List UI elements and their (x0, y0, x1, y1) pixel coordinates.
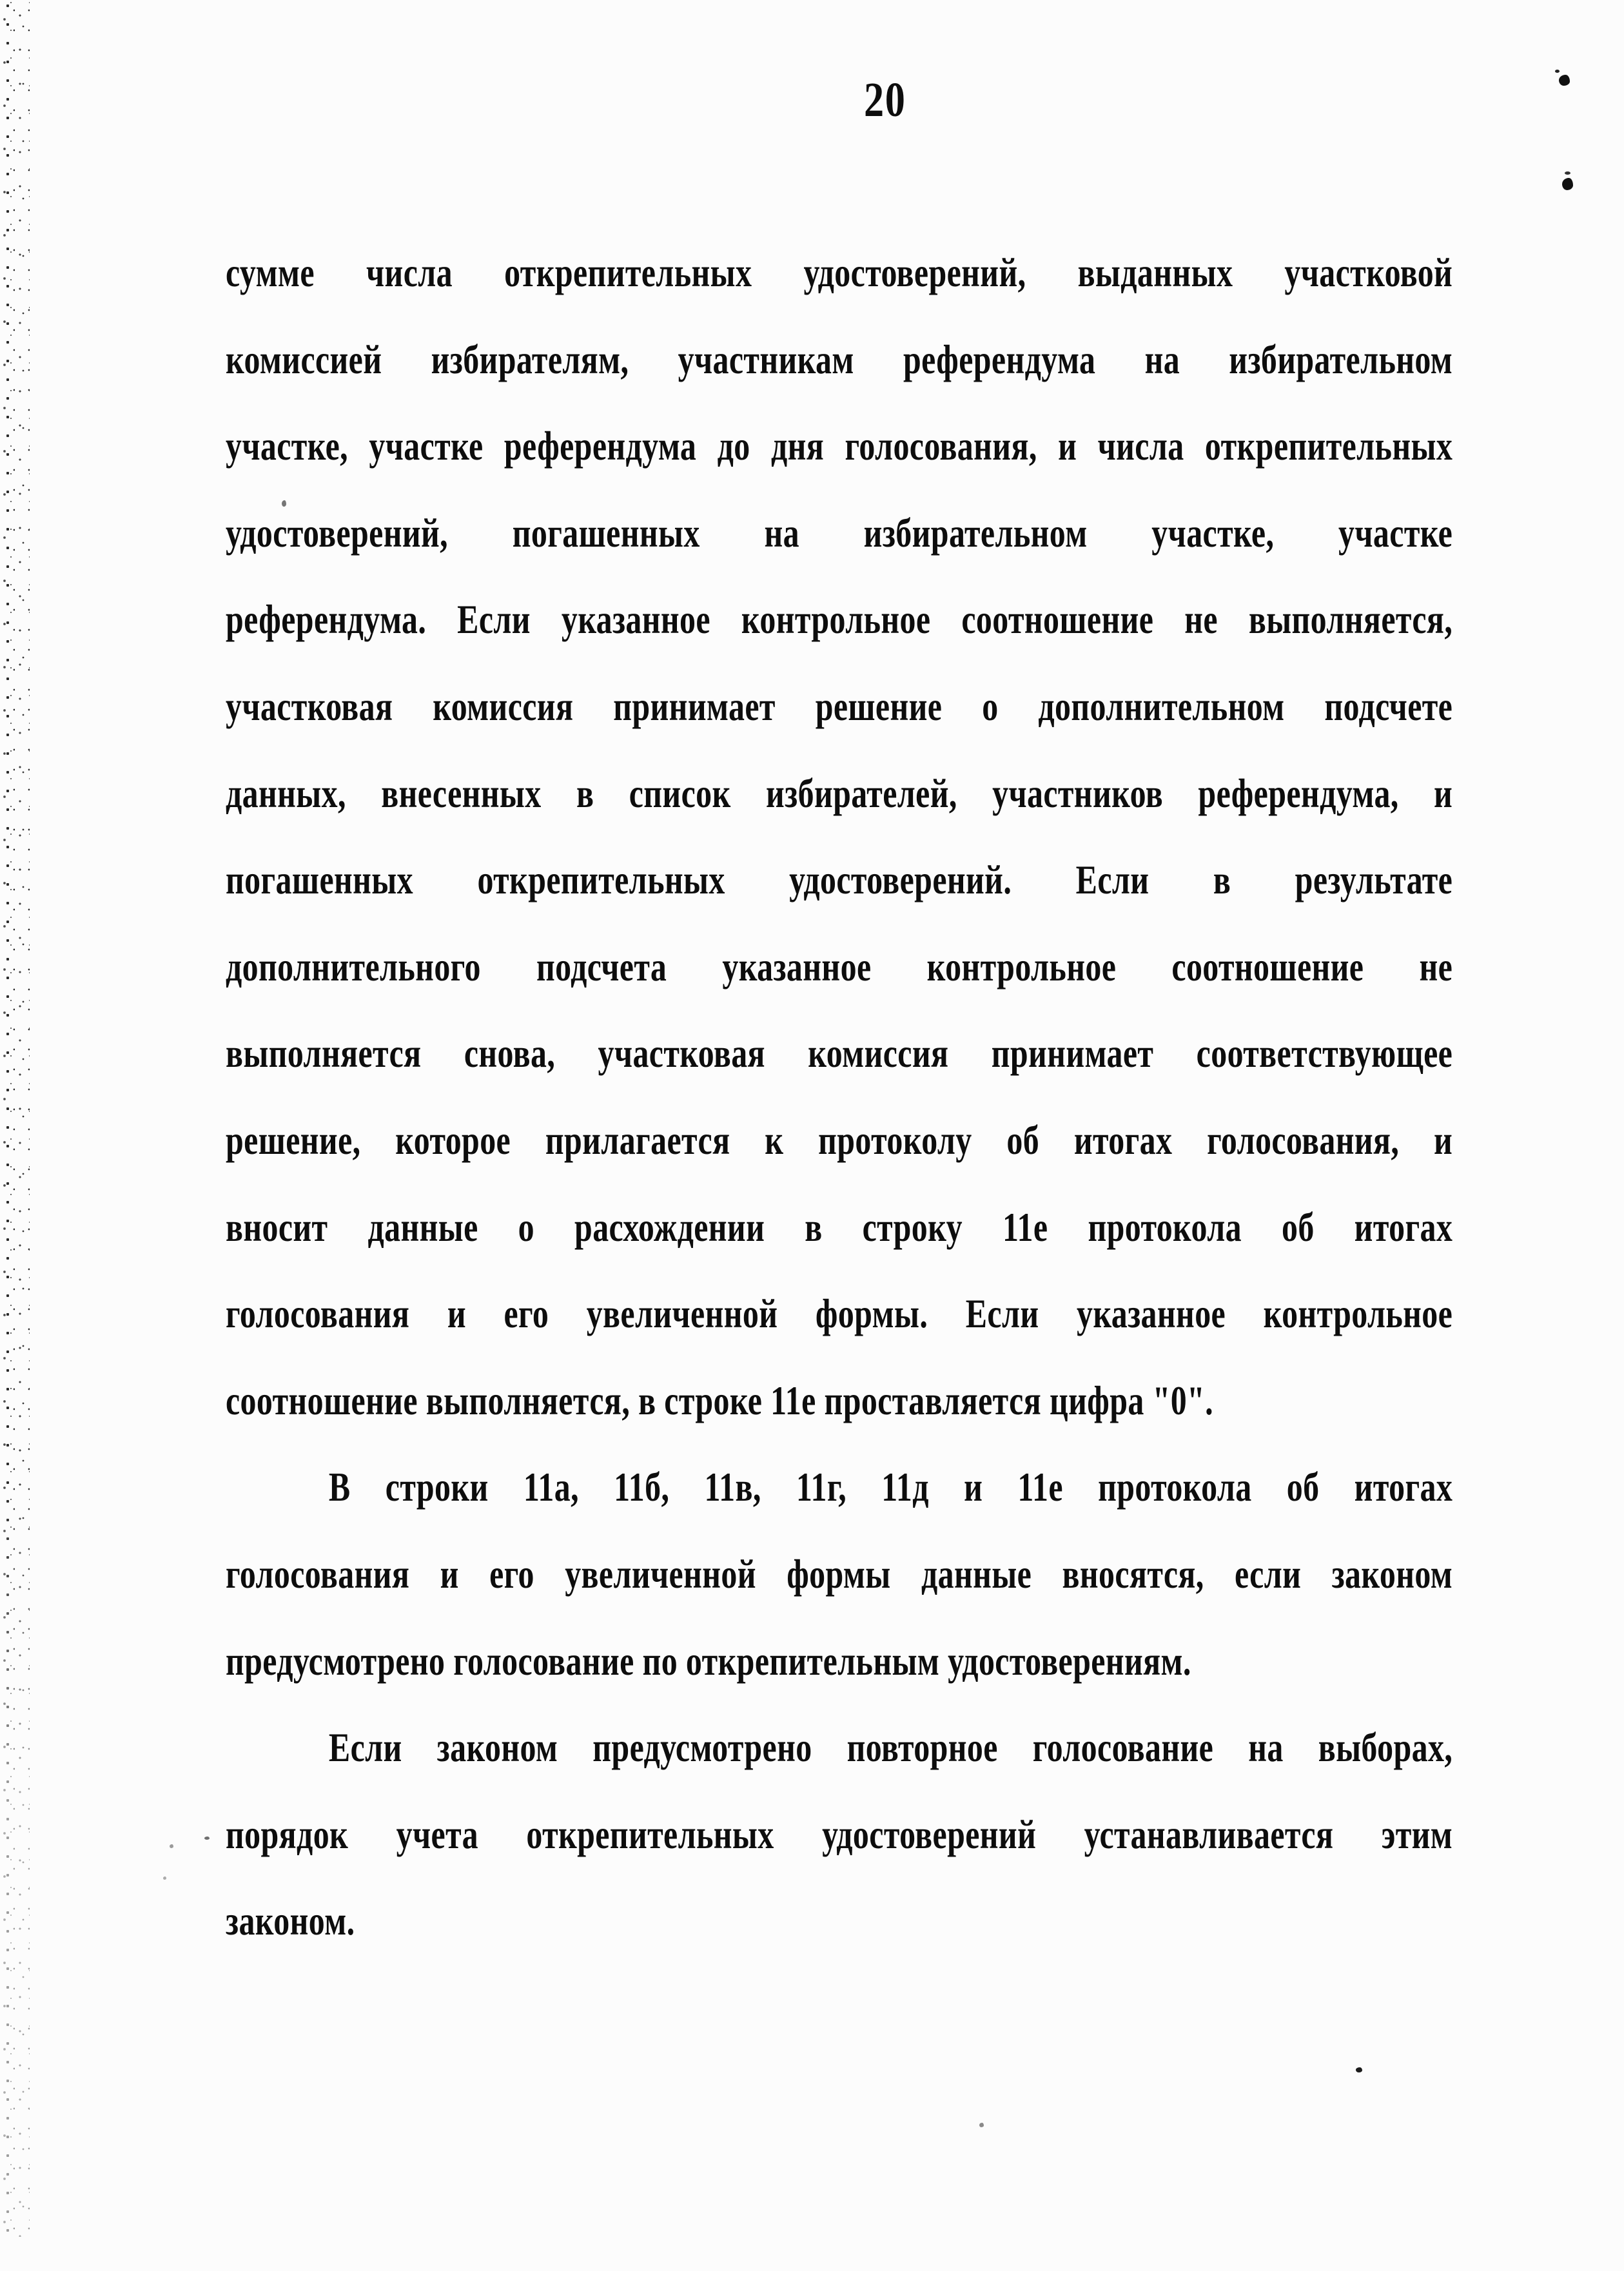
text-line: голосования и его увеличенной формы данные вносятся, если законом (226, 1550, 1453, 1597)
scan-noise-fade (0, 1483, 39, 2271)
ink-speck (979, 2123, 984, 2127)
ink-speck (1356, 2067, 1362, 2072)
page-number: 20 (864, 73, 906, 127)
text-line: решение, которое прилагается к протоколу об итогах голосования, и (226, 1116, 1453, 1163)
text-line: данных, внесенных в список избирателей, участников референдума, и (226, 770, 1453, 816)
text-line: порядок учета открепительных удостоверений устанавливается этим (226, 1811, 1453, 1857)
ink-speck (1559, 75, 1570, 86)
ink-speck (204, 1837, 210, 1840)
text-line: участковая комиссия принимает решение о дополнительном подсчете (226, 683, 1453, 729)
text-line: предусмотрено голосование по открепительным удостоверениям. (226, 1637, 1191, 1684)
ink-speck (1562, 178, 1573, 190)
text-line: соотношение выполняется, в строке 11е проставляется цифра "0". (226, 1377, 1214, 1423)
ink-speck (170, 1844, 173, 1848)
text-line: участке, участке референдума до дня голосования, и числа открепительных (226, 423, 1453, 469)
text-line: удостоверений, погашенных на избирательном участке, участке (226, 509, 1453, 556)
text-line: дополнительного подсчета указанное контрольное соотношение не (226, 943, 1453, 989)
text-line: голосования и его увеличенной формы. Если указанное контрольное (226, 1291, 1453, 1337)
text-line: сумме числа открепительных удостоверений, выданных участковой (226, 249, 1453, 295)
document-body (226, 229, 1453, 1965)
text-line: В строки 11а, 11б, 11в, 11г, 11д и 11е протокола об итогах (328, 1464, 1453, 1510)
ink-speck (282, 500, 286, 507)
text-line: вносит данные о расхождении в строку 11е протокола об итогах (226, 1204, 1453, 1250)
text-line: погашенных открепительных удостоверений. Если в результате (226, 857, 1453, 903)
text-line: комиссией избирателям, участникам референдума на избирательном (226, 336, 1453, 382)
text-line: референдума. Если указанное контрольное соотношение не выполняется, (226, 596, 1453, 643)
text-line: Если законом предусмотрено повторное голосование на выборах, (328, 1724, 1453, 1771)
text-line: законом. (226, 1898, 355, 1944)
ink-speck (163, 1876, 166, 1880)
text-line: выполняется снова, участковая комиссия принимает соответствующее (226, 1030, 1453, 1077)
